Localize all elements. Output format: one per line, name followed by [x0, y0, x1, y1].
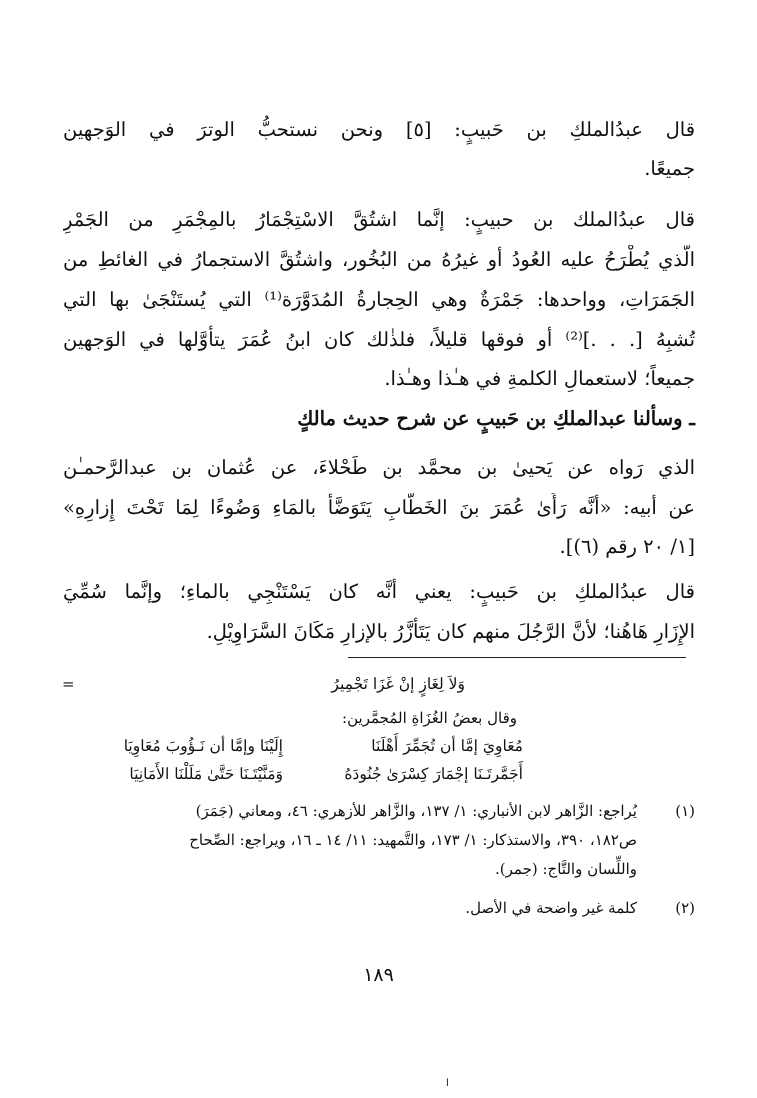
footnote-1-number: (١) [675, 802, 695, 820]
paragraph-2-line-4: تُشبِهُ [. . .]⁽²⁾ أو فوقها قليلاً، فلذٰلك كان ابنُ عُمَرَ يتأوَّلها في الوَجهين [63, 328, 695, 351]
bottom-mark: ا [446, 1078, 449, 1089]
paragraph-3-line-1: الذي رَواه عن يَحيىٰ بن محمَّد بن طَحْلاءَ، عن عُثمان بن عبدالرَّحمـٰن [63, 456, 695, 479]
paragraph-2-line-1: قال عبدُالملك بن حبيبٍ: إنَّما اشتُقَّ الاسْتِجْمَارُ بالمِجْمَرِ من الجَمْرِ [63, 208, 695, 231]
paragraph-3-line-3: [١/ ٢٠ رقم (٦)]. [559, 535, 695, 558]
footnote-2-text: كلمة غير واضحة في الأصل. [465, 899, 637, 917]
footnote-verse-1-right: مُعَاوِيَ إمَّا أن تُجَمِّرَ أَهْلَنَا [371, 737, 523, 755]
footnote-2-number: (٢) [675, 899, 695, 917]
footnote-verse-top: وَلاَ لِغَازٍ إنْ غَزَا تَجْمِيرُ [331, 675, 465, 693]
footnote-verse-1-left: إِلَيْنَا وإمَّا أن نَـؤُوبَ مُعَاوِيَا [123, 737, 283, 755]
footnote-intro: وقال بعضُ الغُزَاةِ المُجمَّرين: [342, 709, 517, 727]
paragraph-3-line-2: عن أبيه: «أنَّه رَأَىٰ عُمَرَ بنَ الخَطَّابِ يَتَوَضَّأُ بالمَاءِ وَضُوءًا لِمَا تَحْتَ إِزارِهِ» [63, 496, 695, 519]
paragraph-2-line-2: الَّذي يُطْرَحُ عليه العُودُ أو غيرُهُ من البُخُور، واشتُقَّ الاستجمارُ في الغائطِ من [63, 248, 695, 271]
paragraph-4-line-1: قال عبدُالملكِ بن حَبيبٍ: يعني أنَّه كان يَسْتَنْجِي بالماءِ؛ وإنَّما سُمِّيَ [63, 580, 695, 603]
footnote-1-line-3: واللِّسان والتَّاج: (جمر). [495, 860, 637, 878]
page-number: ١٨٩ [363, 964, 394, 986]
continuation-mark: = [62, 675, 75, 693]
footnote-separator [348, 657, 686, 658]
paragraph-2-line-3: الجَمَرَاتِ، وواحدها: جَمْرَةٌ وهي الحِجارةُ المُدَوَّرَة⁽¹⁾ التي يُستَنْجَىٰ بها التي [63, 288, 695, 311]
paragraph-2-line-5: جميعاً؛ لاستعمالِ الكلمةِ في هـٰذا وهـٰذا. [384, 367, 695, 390]
paragraph-1-line-1: قال عبدُالملكِ بن حَبيبٍ: [٥] ونحن نستحبُّ الوترَ في الوَجهين [63, 118, 695, 141]
footnote-1-line-1: يُراجع: الزَّاهر لابن الأنباري: ١/ ١٣٧، والزَّاهر للأزهري: ٤٦، ومعاني (جَمَرَ) [195, 802, 637, 820]
footnote-verse-2-left: وَمَنَّيْتَـنَا حَتَّىٰ مَلَلْنَا الأَمَانِيَا [129, 765, 283, 783]
section-heading: ـ وسألنا عبدالملكِ بن حَبيبٍ عن شرح حديث مالكٍ [297, 407, 695, 430]
paragraph-4-line-2: الإِزَارِ هَاهُنا؛ لأنَّ الرَّجُلَ منهم كان يَتَأزَّرُ بالإزارِ مَكَانَ السَّرَاوِيْلِ. [206, 620, 695, 643]
paragraph-1-line-2: جميعًا. [644, 157, 695, 180]
footnote-verse-2-right: أَجَمَّرتَـنَا إجْمَارَ كِسْرَىٰ جُنُودَهُ [344, 765, 523, 783]
footnote-1-line-2: ص١٨٢، ٣٩٠، والاستذكار: ١/ ١٧٣، والتَّمهيد: ١١/ ١٤ ـ ١٦، ويراجع: الصِّحاح [189, 831, 637, 849]
